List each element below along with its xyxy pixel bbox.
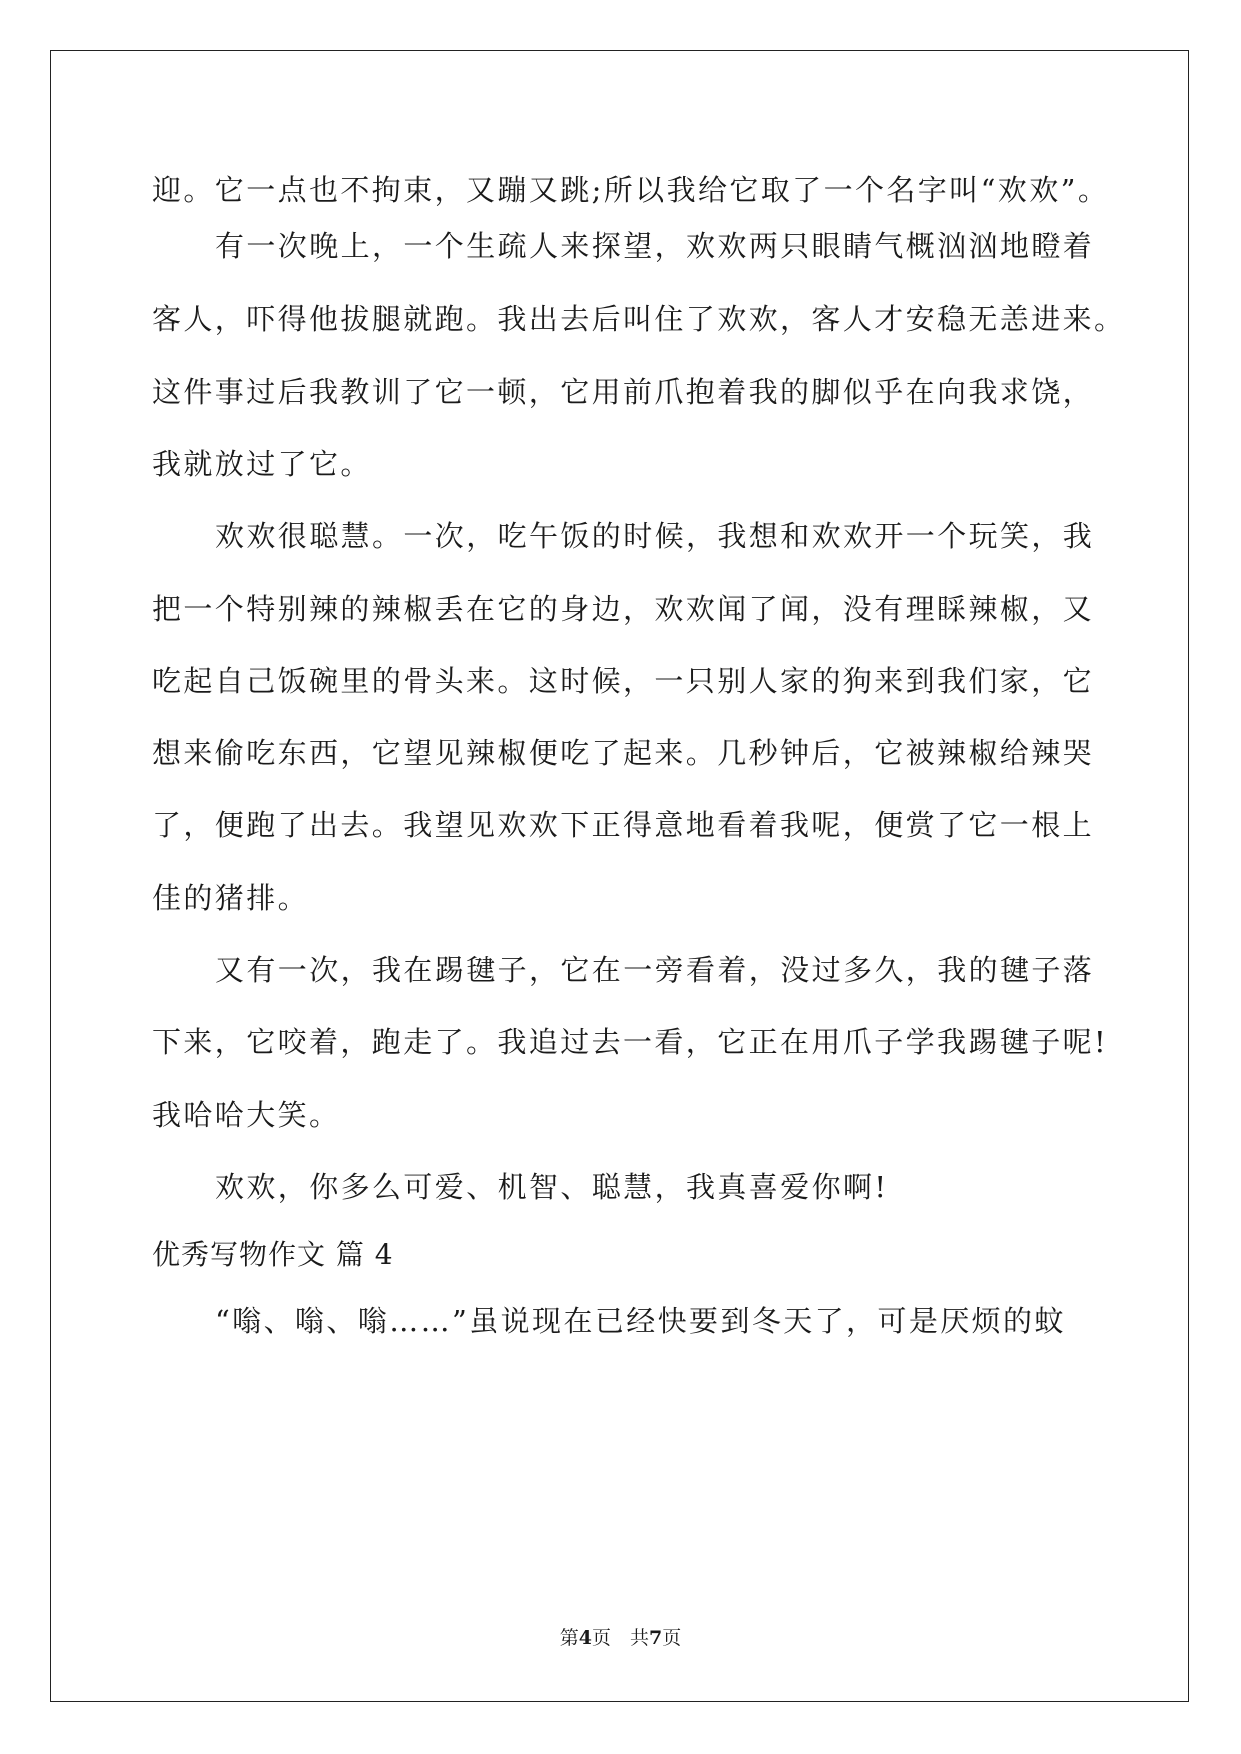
paragraph-line: 吃起自己饭碗里的骨头来。这时候，一只别人家的狗来到我们家，它 (152, 664, 1095, 698)
footer-prefix: 第 (559, 1627, 579, 1649)
paragraph-line: 又有一次，我在踢毽子，它在一旁看着，没过多久，我的毽子落 (215, 953, 1095, 987)
paragraph-line: 欢欢，你多么可爱、机智、聪慧，我真喜爱你啊! (215, 1170, 889, 1204)
page-border (50, 50, 1189, 1702)
paragraph-line: 了，便跑了出去。我望见欢欢下正得意地看着我呢，便赏了它一根上 (152, 808, 1095, 842)
footer-mid: 页 共 (591, 1627, 649, 1649)
paragraph-line: “嗡、嗡、嗡……”虽说现在已经快要到冬天了，可是厌烦的蚊 (215, 1304, 1066, 1338)
paragraph-line: 把一个特别辣的辣椒丢在它的身边，欢欢闻了闻，没有理睬辣椒，又 (152, 592, 1095, 626)
paragraph-line: 这件事过后我教训了它一顿，它用前爪抱着我的脚似乎在向我求饶， (152, 375, 1095, 409)
paragraph-line: 欢欢很聪慧。一次，吃午饭的时候，我想和欢欢开一个玩笑，我 (215, 519, 1095, 553)
footer-current-page: 4 (578, 1627, 592, 1649)
paragraph-line: 佳的猪排。 (152, 881, 310, 915)
paragraph-line: 我哈哈大笑。 (152, 1098, 341, 1132)
paragraph-line: 有一次晚上，一个生疏人来探望，欢欢两只眼睛气概汹汹地瞪着 (215, 229, 1095, 263)
footer-suffix: 页 (662, 1627, 682, 1649)
paragraph-line: 客人，吓得他拔腿就跑。我出去后叫住了欢欢，客人才安稳无恙进来。 (152, 302, 1126, 336)
paragraph-line: 迎。它一点也不拘束，又蹦又跳;所以我给它取了一个名字叫“欢欢”。 (152, 173, 1110, 207)
footer-total-pages: 7 (649, 1627, 663, 1649)
paragraph-line: 想来偷吃东西，它望见辣椒便吃了起来。几秒钟后，它被辣椒给辣哭 (152, 736, 1095, 770)
paragraph-line: 我就放过了它。 (152, 447, 372, 481)
page-footer (0, 1626, 1241, 1650)
section-heading: 优秀写物作文 篇 4 (152, 1238, 394, 1271)
paragraph-line: 下来，它咬着，跑走了。我追过去一看，它正在用爪子学我踢毽子呢! (152, 1025, 1109, 1059)
